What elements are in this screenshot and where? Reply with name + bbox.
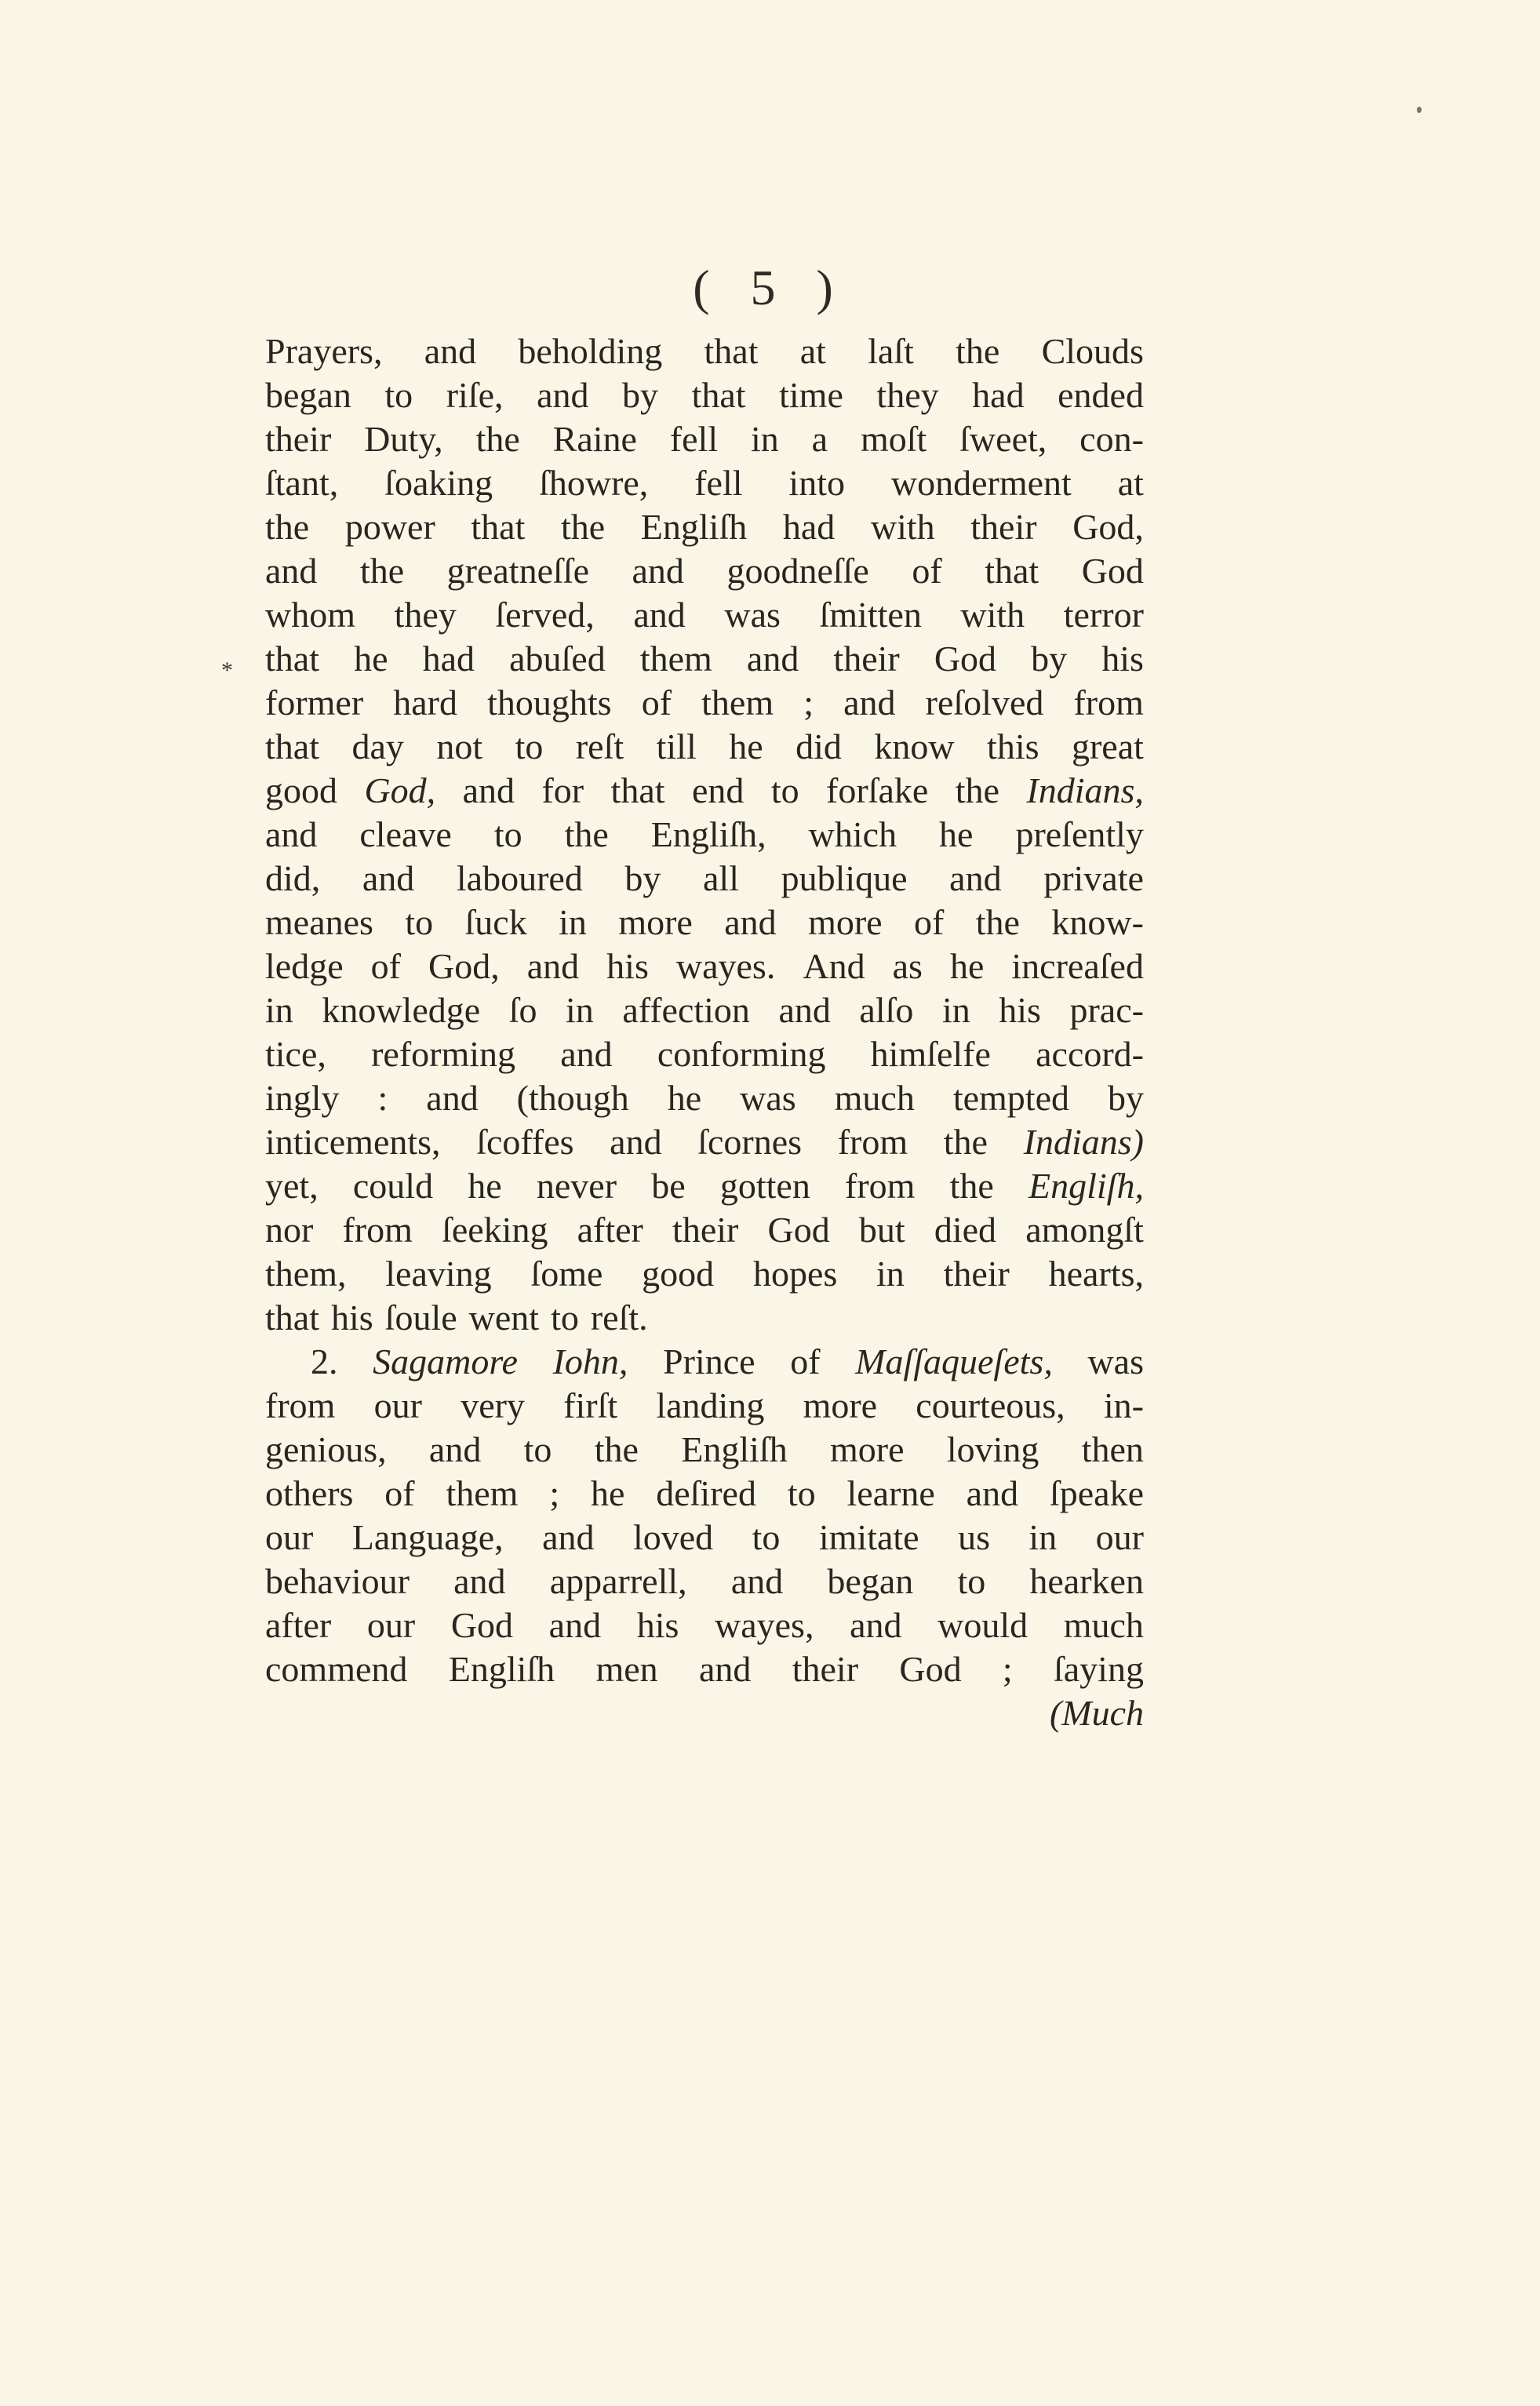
text-line: commend Engliſh men and their God ; ſaying (265, 1649, 1144, 1689)
text-line: and the greatneſſe and goodneſſe of that God (265, 551, 1144, 591)
body-text (265, 329, 1144, 1735)
text-line: after our God and his wayes, and would much (265, 1605, 1144, 1645)
text-line: tice, reforming and conforming himſelfe accord- (265, 1034, 1144, 1074)
text-line: ledge of God, and his wayes. And as he increaſed (265, 946, 1144, 986)
text-line: inticements, ſcoffes and ſcornes from the Indians) (265, 1122, 1144, 1162)
text-line: behaviour and apparrell, and began to hearken (265, 1561, 1144, 1601)
text-line: nor from ſeeking after their God but died amongſt (265, 1210, 1144, 1250)
paper-speck (1417, 107, 1422, 113)
catchword: (Much (1049, 1693, 1144, 1733)
text-line: that day not to reſt till he did know this great (265, 726, 1144, 766)
text-line: former hard thoughts of them ; and reſolved from (265, 682, 1144, 723)
text-line: did, and laboured by all publique and private (265, 858, 1144, 898)
text-line: ſtant, ſoaking ſhowre, fell into wonderment at (265, 463, 1144, 503)
text-line: them, leaving ſome good hopes in their hearts, (265, 1254, 1144, 1294)
text-line: that his ſoule went to reſt. (265, 1298, 648, 1338)
text-line: began to riſe, and by that time they had ended (265, 375, 1144, 415)
text-line: ingly : and (though he was much tempted by (265, 1078, 1144, 1118)
text-line: Prayers, and beholding that at laſt the Clouds (265, 331, 1144, 371)
text-line: yet, could he never be gotten from the Engliſh, (265, 1166, 1144, 1206)
text-line: and cleave to the Engliſh, which he preſently (265, 814, 1144, 854)
page-number: ( 5 ) (693, 260, 847, 315)
text-line: our Language, and loved to imitate us in our (265, 1517, 1144, 1557)
text-line: good God, and for that end to forſake the Indians, (265, 770, 1144, 810)
text-line: from our very firſt landing more courteous, in- (265, 1385, 1144, 1425)
text-line: that he had abuſed them and their God by his (265, 639, 1144, 679)
text-line: in knowledge ſo in affection and alſo in his prac- (265, 990, 1144, 1030)
text-line: the power that the Engliſh had with their God, (265, 507, 1144, 547)
text-line: meanes to ſuck in more and more of the know- (265, 902, 1144, 942)
margin-mark: * (221, 657, 233, 683)
text-line: their Duty, the Raine fell in a moſt ſweet, con- (265, 419, 1144, 459)
text-line: others of them ; he deſired to learne and ſpeake (265, 1473, 1144, 1513)
paragraph-start-line: 2. Sagamore Iohn, Prince of Maſſaqueſets, was (311, 1341, 1144, 1381)
text-line: whom they ſerved, and was ſmitten with terror (265, 595, 1144, 635)
text-line: genious, and to the Engliſh more loving then (265, 1429, 1144, 1469)
